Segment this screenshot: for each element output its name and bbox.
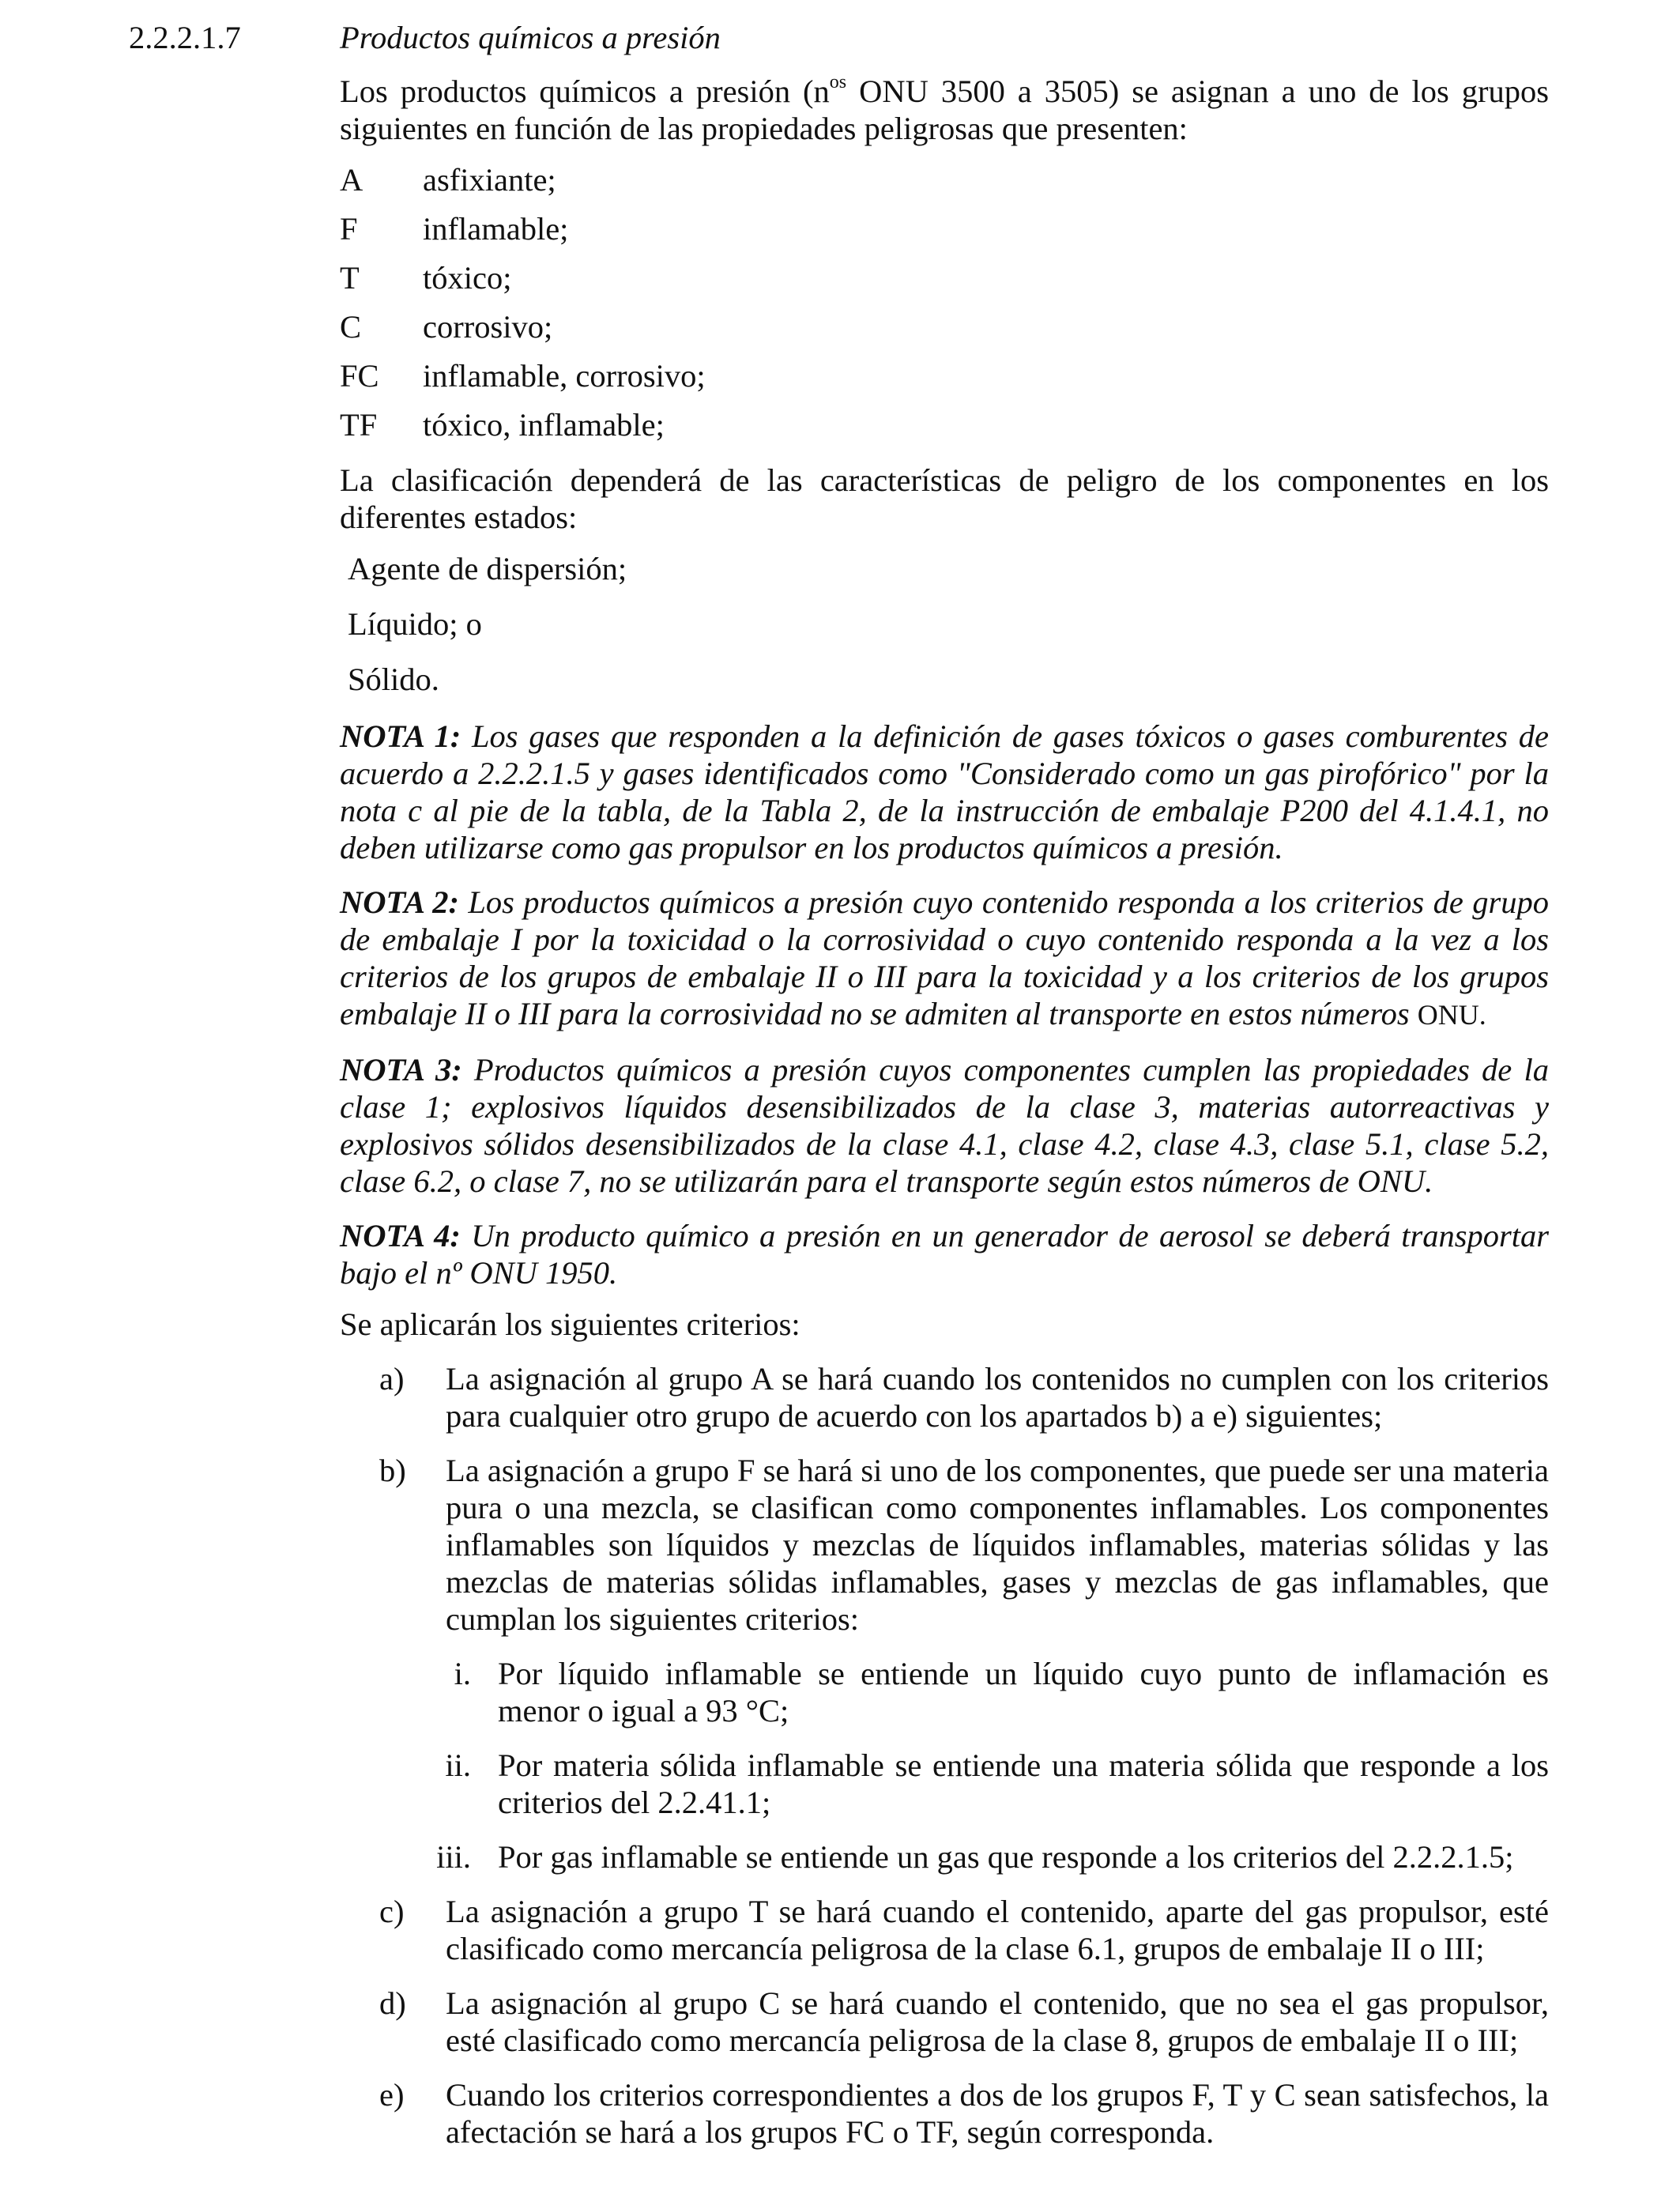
group-code: A bbox=[340, 162, 363, 198]
subcriterion-text: Por líquido inflamable se entiende un líquido cuyo punto de inflamación es menor o igual a 93 °C; bbox=[498, 1656, 1549, 1728]
group-code: F bbox=[340, 211, 358, 247]
subcriterion-i bbox=[443, 1655, 1549, 1729]
group-item bbox=[340, 259, 1549, 308]
note-label: NOTA 4: bbox=[340, 1218, 461, 1253]
note-3 bbox=[340, 1051, 1549, 1200]
section-number: 2.2.2.1.7 bbox=[129, 20, 241, 55]
intro-text-start: Los productos químicos a presión (n bbox=[340, 74, 830, 109]
note-text: Un producto químico a presión en un generador de aerosol se deberá transportar bajo el nº ONU 1950. bbox=[340, 1218, 1550, 1291]
group-item bbox=[340, 357, 1549, 406]
criterion-text: La asignación al grupo C se hará cuando el contenido, que no sea el gas propulsor, esté clasificado como mercancía peligrosa de la clase 8, grupos de embalaje II o III; bbox=[446, 1985, 1549, 2058]
subcriterion-label: ii. bbox=[445, 1747, 471, 1783]
state-item: Agente de dispersión; bbox=[348, 551, 627, 586]
group-description: corrosivo; bbox=[423, 309, 553, 345]
group-item bbox=[340, 308, 1549, 357]
note-text: Los gases que responden a la definición de gases tóxicos o gases comburentes de acuerdo a 2.2.2.1.5 y gases identificados como "Considerado como un gas pirofórico" por la nota c al pie de la tabla, de la Tabla 2, de la instrucción de embalaje P200 del 4.1.4.1, no deben utilizarse como gas propulsor en los productos químicos a presión. bbox=[340, 718, 1549, 865]
criterion-d bbox=[379, 1985, 1549, 2059]
criterion-text: La asignación a grupo F se hará si uno de los componentes, que puede ser una materia pura o una mezcla, se clasifican como componentes inflamables. Los componentes inflamables son líquidos y mezclas de líquidos inflamables, materias sólidas y las mezclas de materias sólidas inflamables, gases y mezclas de gas inflamables, que cumplan los siguientes criterios: bbox=[446, 1453, 1549, 1637]
note-text: Productos químicos a presión cuyos componentes cumplen las propiedades de la clase 1; explosivos líquidos desensibilizados de la clase 3, materias autorreactivas y explosivos sólidos desensibilizados de la clase 4.1, clase 4.2, clase 4.3, clase 5.1, clase 5.2, clase 6.2, o clase 7, no se utilizarán para el transporte según estos números de ONU. bbox=[340, 1052, 1549, 1199]
intro-paragraph bbox=[340, 73, 1549, 147]
criterion-label: a) bbox=[379, 1361, 405, 1397]
group-item bbox=[340, 210, 1549, 259]
criterion-label: b) bbox=[379, 1453, 406, 1488]
note-label: NOTA 2: bbox=[340, 884, 459, 920]
subcriterion-text: Por gas inflamable se entiende un gas que responde a los criterios del 2.2.2.1.5; bbox=[498, 1839, 1514, 1875]
note-text: Los productos químicos a presión cuyo contenido responda a los criterios de grupo de embalaje I por la toxicidad o la corrosividad o cuyo contenido responda a la vez a los criterios de los grupos de embalaje II o III para la toxicidad y a los criterios de los grupos embalaje II o III para la corrosividad no se admiten al transporte en estos números bbox=[340, 884, 1549, 1031]
note-4 bbox=[340, 1217, 1549, 1291]
criterion-label: d) bbox=[379, 1985, 406, 2021]
group-description: inflamable, corrosivo; bbox=[423, 358, 706, 394]
criterion-text: Cuando los criterios correspondientes a dos de los grupos F, T y C sean satisfechos, la afectación se hará a los grupos FC o TF, según corresponda. bbox=[446, 2077, 1549, 2150]
group-description: tóxico, inflamable; bbox=[423, 407, 665, 443]
note-1 bbox=[340, 718, 1549, 866]
subcriterion-label: iii. bbox=[436, 1839, 471, 1875]
criteria-intro: Se aplicarán los siguientes criterios: bbox=[340, 1306, 800, 1342]
note-label: NOTA 1: bbox=[340, 718, 461, 754]
group-description: asfixiante; bbox=[423, 162, 556, 198]
classification-paragraph: La clasificación dependerá de las características de peligro de los componentes en los diferentes estados: bbox=[340, 462, 1549, 535]
criterion-text: La asignación al grupo A se hará cuando los contenidos no cumplen con los criterios para cualquier otro grupo de acuerdo con los apartados b) a e) siguientes; bbox=[446, 1361, 1549, 1434]
section-title: Productos químicos a presión bbox=[340, 20, 721, 55]
note-suffix: ONU. bbox=[1417, 999, 1486, 1031]
state-list bbox=[340, 550, 1549, 716]
group-code: C bbox=[340, 309, 362, 345]
group-description: inflamable; bbox=[423, 211, 569, 247]
state-item: Líquido; o bbox=[348, 606, 482, 642]
group-code: TF bbox=[340, 407, 378, 443]
group-code: FC bbox=[340, 358, 379, 394]
group-item bbox=[340, 406, 1549, 455]
note-2 bbox=[340, 884, 1549, 1034]
subcriterion-iii bbox=[436, 1838, 1549, 1875]
criterion-label: c) bbox=[379, 1894, 405, 1929]
criterion-label: e) bbox=[379, 2077, 405, 2113]
section-body bbox=[340, 73, 1549, 2151]
intro-superscript: os bbox=[829, 71, 847, 92]
group-item bbox=[340, 161, 1549, 210]
intro-text-end: ONU 3500 a 3505) se asignan a uno de los grupos siguientes en función de las propiedades peligrosas que presenten: bbox=[340, 74, 1549, 146]
criterion-e bbox=[379, 2076, 1549, 2151]
criterion-a bbox=[379, 1360, 1549, 1434]
note-label: NOTA 3: bbox=[340, 1052, 462, 1088]
subcriterion-text: Por materia sólida inflamable se entiende una materia sólida que responde a los criterios del 2.2.41.1; bbox=[498, 1747, 1549, 1820]
subcriterion-ii bbox=[443, 1747, 1549, 1821]
group-list bbox=[340, 161, 1549, 455]
criterion-b bbox=[379, 1452, 1549, 1638]
subcriterion-label: i. bbox=[454, 1656, 471, 1691]
criterion-c bbox=[379, 1893, 1549, 1967]
criterion-text: La asignación a grupo T se hará cuando el contenido, aparte del gas propulsor, esté clasificado como mercancía peligrosa de la clase 6.1, grupos de embalaje II o III; bbox=[446, 1894, 1549, 1966]
group-code: T bbox=[340, 260, 360, 296]
state-item: Sólido. bbox=[348, 662, 439, 697]
group-description: tóxico; bbox=[423, 260, 512, 296]
